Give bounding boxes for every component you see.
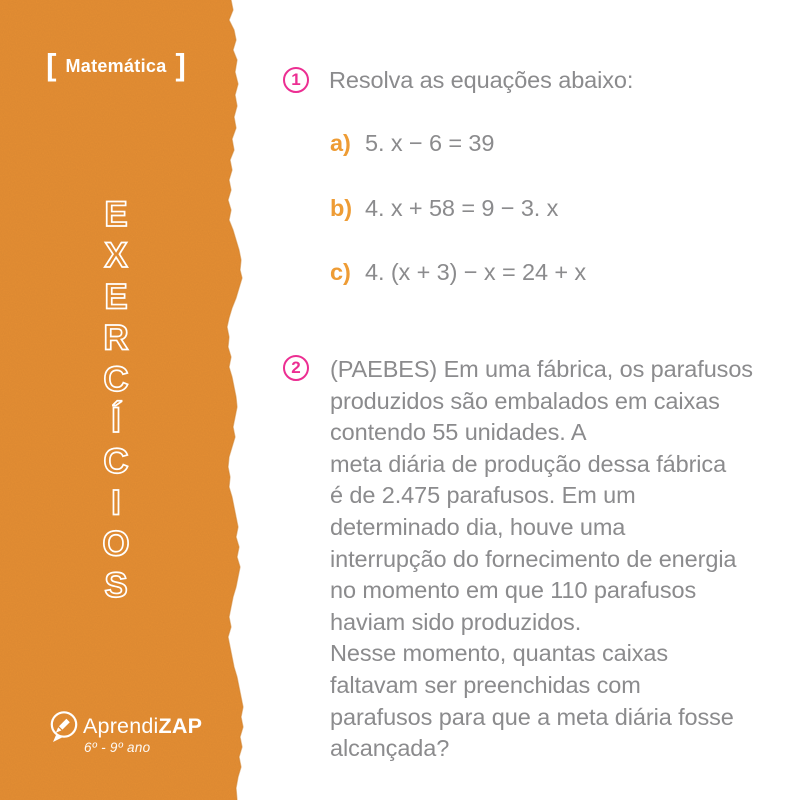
left-bracket: [ — [46, 47, 57, 82]
item-c-label: c) — [330, 259, 351, 285]
question-1-item-c — [330, 259, 586, 285]
question-1-number-badge: 1 — [283, 67, 309, 93]
item-a-label: a) — [330, 130, 351, 156]
vertical-title-exercicios — [0, 190, 232, 615]
item-b-equation: 4. x + 58 = 9 − 3. x — [365, 195, 559, 221]
grade-range-label: 6º - 9º ano — [84, 740, 151, 755]
question-2-line: haviam sido produzidos. — [330, 608, 582, 635]
item-b-label: b) — [330, 195, 352, 221]
pencil-bubble-icon — [48, 709, 82, 745]
vertical-letter: C — [103, 442, 129, 482]
vertical-letter: X — [104, 236, 128, 276]
vertical-letter: E — [104, 277, 128, 317]
vertical-letter: S — [104, 565, 128, 605]
question-2-line: (PAEBES) Em uma fábrica, os parafusos — [330, 356, 753, 382]
brand-aprendi: Aprendi — [83, 714, 159, 738]
question-2-line: meta diária de produção dessa fábrica — [330, 450, 727, 477]
question-2-number-badge: 2 — [283, 355, 309, 381]
vertical-letter: R — [103, 318, 129, 358]
question-2-line: é de 2.475 parafusos. Em um — [330, 482, 636, 509]
question-1-item-b — [330, 195, 558, 221]
question-1-item-a — [330, 130, 494, 156]
vertical-letter: E — [104, 195, 128, 234]
item-c-equation: 4. (x + 3) − x = 24 + x — [365, 259, 587, 285]
question-1-text: Resolva as equações abaixo: — [329, 67, 634, 93]
subject-name: Matemática — [65, 56, 167, 76]
question-2-text — [330, 354, 753, 765]
item-a-equation: 5. x − 6 = 39 — [365, 130, 495, 156]
subject-label — [0, 47, 232, 82]
question-2-line: alcançada? — [330, 735, 450, 762]
pencil-tip — [56, 727, 62, 733]
vertical-letter: O — [102, 524, 130, 564]
vertical-letter: I — [111, 483, 121, 523]
question-2-line: Nesse momento, quantas caixas — [330, 640, 669, 667]
question-2-line: interrupção do fornecimento de energia — [330, 545, 737, 572]
pencil-body — [59, 719, 70, 730]
vertical-letter: C — [103, 359, 129, 399]
question-2-line: no momento em que 110 parafusos — [330, 577, 697, 604]
right-bracket: ] — [175, 47, 186, 82]
brand-wordmark — [83, 714, 202, 739]
question-2-line: contendo 55 unidades. A — [330, 419, 587, 446]
question-2-line: determinado dia, houve uma — [330, 513, 626, 540]
question-2-line: faltavam ser preenchidas com — [330, 671, 641, 698]
question-2-line: produzidos são embalados em caixas — [330, 387, 720, 414]
brand-zap: ZAP — [158, 714, 203, 738]
vertical-letter: Í — [111, 401, 121, 440]
question-2-line: parafusos para que a meta diária fosse — [330, 703, 734, 730]
